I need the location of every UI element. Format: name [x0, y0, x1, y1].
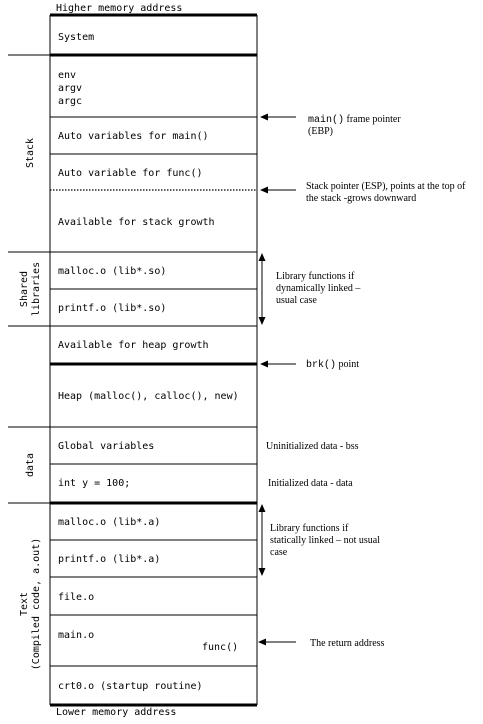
side-label-shared-line2: libraries [31, 261, 42, 317]
lower-memory-label: Lower memory address [56, 707, 177, 718]
side-label-text-line1: Text [19, 591, 30, 617]
side-label-text [19, 538, 42, 670]
cell-heap: Heap (malloc(), calloc(), new) [58, 391, 239, 402]
side-label-shared-libraries [19, 262, 42, 316]
cell-auto-main: Auto variables for main() [58, 131, 209, 142]
cell-file-o: file.o [58, 592, 95, 603]
cell-global-variables: Global variables [58, 441, 155, 452]
initialized-data-label: Initialized data - data [268, 478, 353, 489]
cell-func: func() [202, 642, 239, 653]
side-label-text-line2: (Compiled code, a.out) [31, 537, 42, 671]
side-label-shared-line1: Shared [19, 270, 30, 308]
esp-label-1: Stack pointer (ESP), points at the top of [306, 181, 466, 192]
bss-label: Uninitialized data - bss [266, 441, 359, 452]
cell-int-y: int y = 100; [58, 478, 131, 489]
static-lib-label-2: statically linked – not usual [270, 535, 380, 546]
cell-malloc-so: malloc.o (lib*.so) [58, 266, 167, 277]
cell-heap-growth: Available for heap growth [58, 340, 209, 351]
static-lib-label-1: Library functions if [270, 523, 349, 534]
cell-argc: argc [58, 96, 83, 107]
dynamic-lib-label-3: usual case [276, 295, 317, 306]
cell-env: env [58, 70, 77, 81]
dynamic-lib-bracket [259, 253, 266, 325]
static-lib-label-3: case [270, 547, 288, 558]
cell-auto-func: Auto variable for func() [58, 168, 203, 179]
cell-malloc-a: malloc.o (lib*.a) [58, 517, 161, 528]
frame-pointer-label: main() frame pointer [308, 114, 401, 126]
return-address-label: The return address [310, 638, 385, 649]
dynamic-lib-label-1: Library functions if [276, 271, 355, 282]
cell-printf-a: printf.o (lib*.a) [58, 554, 161, 565]
cell-printf-so: printf.o (lib*.so) [58, 303, 167, 314]
cell-stack-growth: Available for stack growth [58, 217, 215, 228]
cell-system: System [58, 32, 95, 43]
frame-pointer-arrow [260, 114, 296, 121]
higher-memory-label: Higher memory address [56, 3, 183, 14]
cell-crt0: crt0.o (startup routine) [58, 681, 203, 692]
brk-label: brk() point [306, 359, 360, 371]
static-lib-bracket [259, 504, 266, 576]
esp-arrow [260, 187, 296, 194]
esp-label-2: the stack -grows downward [306, 193, 417, 204]
side-label-stack: Stack [25, 137, 36, 169]
frame-pointer-label-2: (EBP) [308, 126, 333, 137]
side-label-data: data [25, 452, 36, 478]
cell-argv: argv [58, 83, 83, 94]
return-address-arrow [258, 639, 296, 646]
dynamic-lib-label-2: dynamically linked – [276, 283, 361, 294]
cell-main-o: main.o [58, 630, 95, 641]
brk-arrow [260, 361, 296, 368]
